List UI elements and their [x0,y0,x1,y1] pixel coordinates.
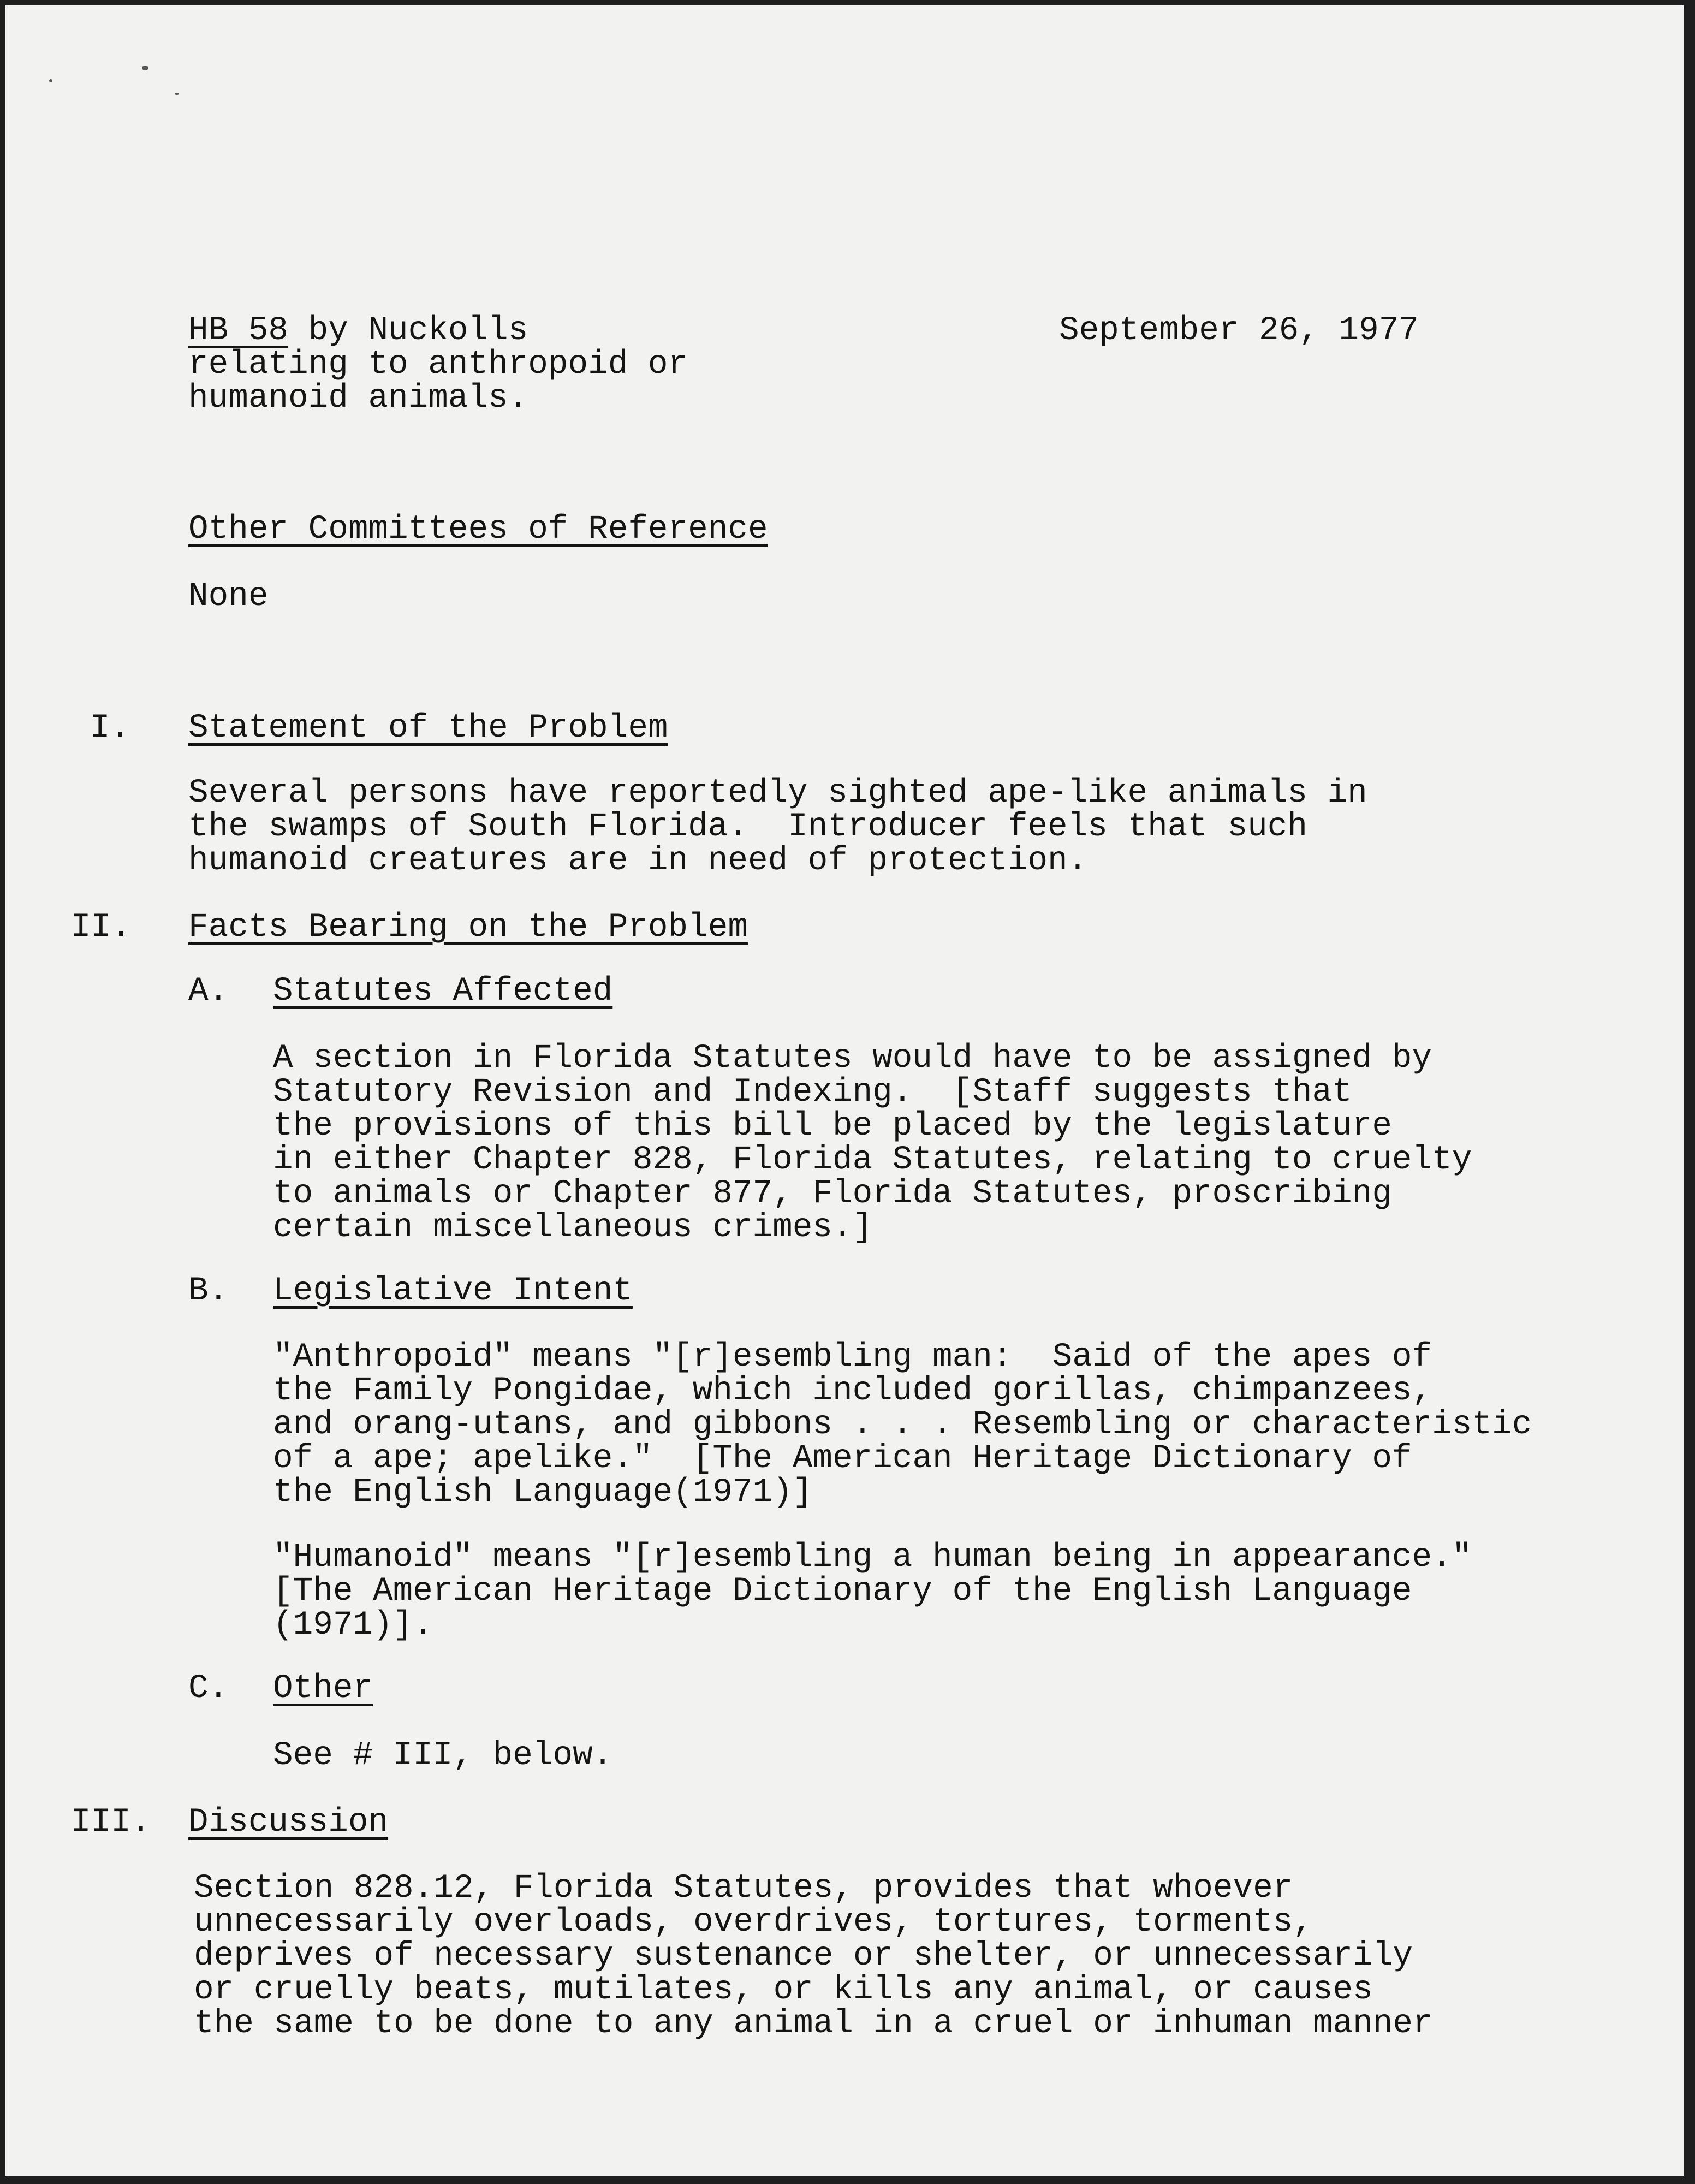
body-line: the English Language(1971)] [273,1474,813,1511]
body-line: unnecessarily overloads, overdrives, tortures, torments, [194,1903,1313,1941]
body-line: "Anthropoid" means "[r]esembling man: Said of the apes of [273,1338,1432,1376]
body-line: Statutory Revision and Indexing. [Staff suggests that [273,1073,1352,1111]
scan-speck [142,66,148,70]
section-heading: Discussion [188,1803,389,1841]
bill-date: September 26, 1977 [1059,312,1419,349]
scan-speck [175,93,179,95]
bill-sponsor: by Nuckolls [288,312,528,349]
body-line: A section in Florida Statutes would have to be assigned by [273,1040,1432,1077]
subsection-letter: B. [188,1272,229,1310]
bill-subject-line: relating to anthropoid or [188,346,688,383]
section-numeral: II. [71,909,131,946]
body-line: See # III, below. [273,1737,613,1775]
body-line: of a ape; apelike." [The American Heritage Dictionary of [273,1440,1412,1477]
committees-value: None [188,578,269,615]
body-line: humanoid creatures are in need of protection. [188,842,1088,880]
body-line: "Humanoid" means "[r]esembling a human being in appearance." [273,1539,1472,1576]
bill-subject-line: humanoid animals. [188,379,528,417]
body-line: and orang-utans, and gibbons . . . Resembling or characteristic [273,1406,1532,1444]
committees-heading: Other Committees of Reference [188,511,768,548]
subsection-letter: A. [188,972,229,1010]
subsection-heading: Legislative Intent [273,1272,633,1310]
body-line: certain miscellaneous crimes.] [273,1209,873,1247]
subsection-heading: Other [273,1670,373,1707]
body-line: deprives of necessary sustenance or shelter, or unnecessarily [194,1937,1413,1975]
subsection-heading: Statutes Affected [273,972,613,1010]
body-line: (1971)]. [273,1606,433,1644]
body-line: the same to be done to any animal in a cruel or inhuman manner [194,2005,1433,2043]
scan-speck [49,79,52,82]
body-line: the Family Pongidae, which included gorillas, chimpanzees, [273,1372,1432,1410]
body-line: [The American Heritage Dictionary of the English Language [273,1572,1412,1610]
body-line: to animals or Chapter 877, Florida Statutes, proscribing [273,1175,1392,1213]
body-line: or cruelly beats, mutilates, or kills any animal, or causes [194,1971,1373,2009]
bill-id: HB 58 [188,312,289,349]
body-line: Section 828.12, Florida Statutes, provides that whoever [194,1870,1293,1907]
subsection-letter: C. [188,1670,229,1707]
body-line: Several persons have reportedly sighted ape-like animals in [188,774,1367,812]
section-heading: Facts Bearing on the Problem [188,909,748,946]
body-line: in either Chapter 828, Florida Statutes, relating to cruelty [273,1141,1472,1179]
body-line: the swamps of South Florida. Introducer feels that such [188,808,1307,846]
body-line: the provisions of this bill be placed by the legislature [273,1107,1392,1145]
section-heading: Statement of the Problem [188,709,668,747]
section-numeral: I. [90,709,130,747]
document-page [5,5,1684,2176]
section-numeral: III. [71,1803,151,1841]
bill-header [188,314,528,347]
